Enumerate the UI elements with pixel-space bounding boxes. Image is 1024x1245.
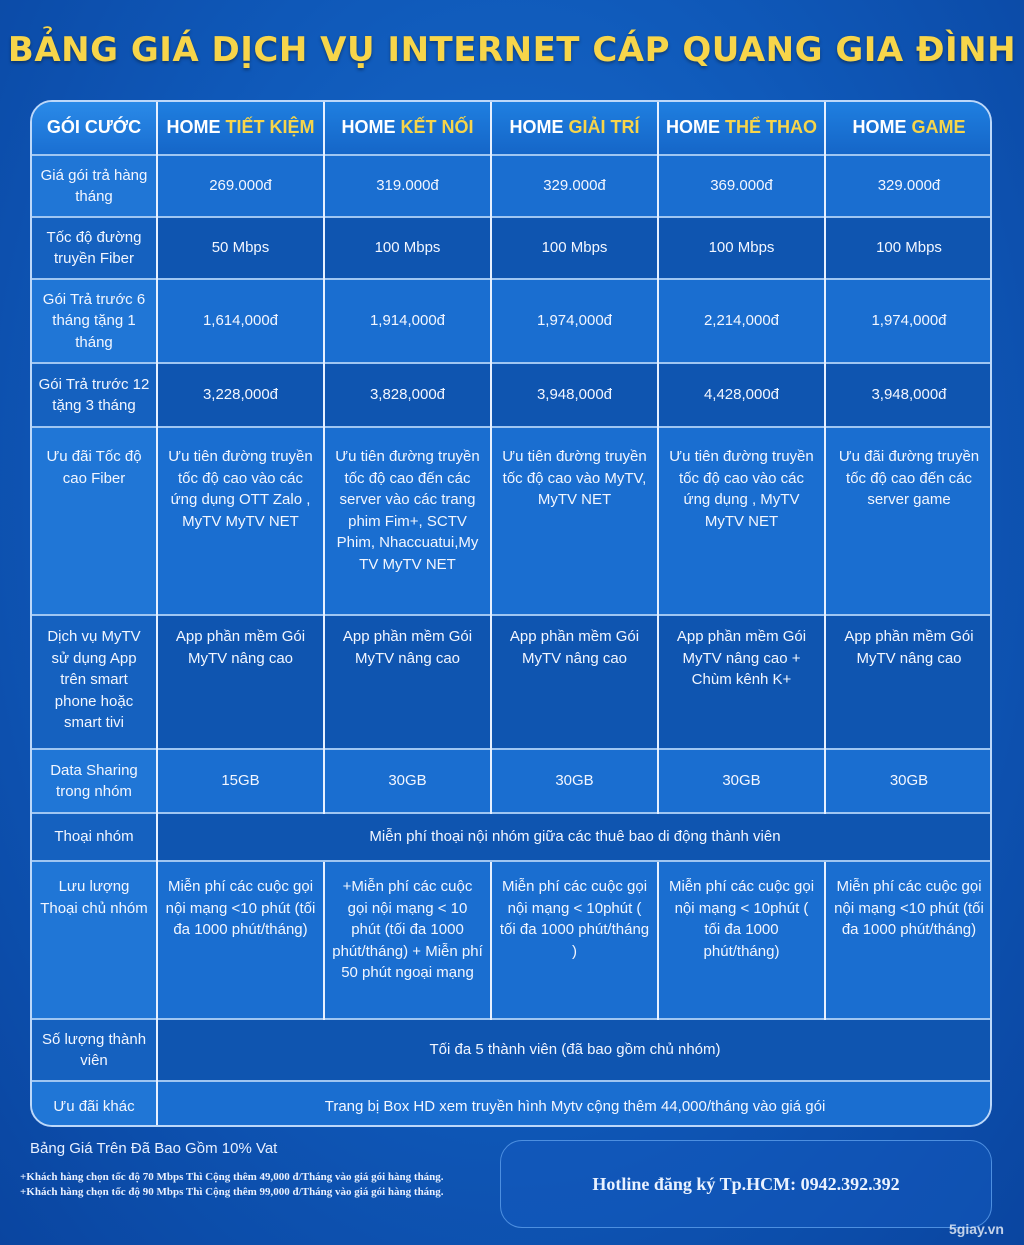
cell: 3,948,000đ (825, 363, 992, 427)
cell: Miễn phí các cuộc gọi nội mạng < 10phút ( tối đa 1000 phút/tháng ) (491, 861, 658, 1019)
plan-name: THỂ THAO (725, 117, 817, 138)
page-title: BẢNG GIÁ DỊCH VỤ INTERNET CÁP QUANG GIA ĐÌNH (7, 30, 1017, 70)
cell: 1,914,000đ (324, 279, 491, 363)
plan-prefix: HOME (341, 117, 401, 138)
row-mytv (32, 615, 992, 749)
cell: App phần mềm Gói MyTV nâng cao (324, 615, 491, 749)
plan-name: GIẢI TRÍ (568, 117, 640, 138)
cell: 1,614,000đ (157, 279, 324, 363)
cell: Ưu tiên đường truyền tốc độ cao đến các server vào các trang phim Fim+, SCTV Phim, Nhaccuatui,My TV MyTV NET (324, 427, 491, 615)
row-label: Tốc độ đường truyền Fiber (32, 217, 157, 279)
span-cell: Trang bị Box HD xem truyền hình Mytv cộng thêm 44,000/tháng vào giá gói (157, 1081, 992, 1127)
cell: App phần mềm Gói MyTV nâng cao (491, 615, 658, 749)
cell: 30GB (825, 749, 992, 813)
cell: 1,974,000đ (825, 279, 992, 363)
cell: 30GB (491, 749, 658, 813)
span-cell: Tối đa 5 thành viên (đã bao gồm chủ nhóm) (157, 1019, 992, 1081)
cell: 269.000đ (157, 155, 324, 217)
cell: 100 Mbps (825, 217, 992, 279)
cell: 319.000đ (324, 155, 491, 217)
cell: 1,974,000đ (491, 279, 658, 363)
cell: Ưu đãi đường truyền tốc độ cao đến các server game (825, 427, 992, 615)
cell: 100 Mbps (658, 217, 825, 279)
cell: 2,214,000đ (658, 279, 825, 363)
cell: Ưu tiên đường truyền tốc độ cao vào các ứng dụng OTT Zalo , MyTV MyTV NET (157, 427, 324, 615)
cell: 50 Mbps (157, 217, 324, 279)
cell: 329.000đ (825, 155, 992, 217)
row-prepaid-12 (32, 363, 992, 427)
header-plan-game (825, 102, 992, 155)
header-plan-giai-tri (491, 102, 658, 155)
header-plan-the-thao (658, 102, 825, 155)
hotline-box[interactable] (500, 1140, 992, 1228)
cell: App phần mềm Gói MyTV nâng cao (825, 615, 992, 749)
plan-prefix: HOME (166, 117, 226, 138)
cell: Miễn phí các cuộc gọi nội mạng <10 phút (tối đa 1000 phút/tháng) (825, 861, 992, 1019)
footnote: +Khách hàng chọn tốc độ 70 Mbps Thì Cộng thêm 49,000 đ/Tháng vào giá gói hàng tháng. (20, 1171, 444, 1183)
row-label: Ưu đãi khác (32, 1081, 157, 1127)
cell: 30GB (324, 749, 491, 813)
row-label: Data Sharing trong nhóm (32, 749, 157, 813)
plan-prefix: HOME (665, 117, 725, 138)
cell: App phần mềm Gói MyTV nâng cao + Chùm kênh K+ (658, 615, 825, 749)
cell: Ưu tiên đường truyền tốc độ cao vào các ứng dụng , MyTV MyTV NET (658, 427, 825, 615)
cell: 3,948,000đ (491, 363, 658, 427)
cell: 15GB (157, 749, 324, 813)
header-label: GÓI CƯỚC (32, 102, 157, 155)
plan-prefix: HOME (509, 117, 569, 138)
row-label: Số lượng thành viên (32, 1019, 157, 1081)
footnotes (20, 1170, 490, 1200)
watermark-logo: 5giay.vn (949, 1221, 1004, 1237)
cell: 100 Mbps (324, 217, 491, 279)
row-data-sharing (32, 749, 992, 813)
cell: 3,828,000đ (324, 363, 491, 427)
row-label: Gói Trả trước 6 tháng tặng 1 tháng (32, 279, 157, 363)
vat-note: Bảng Giá Trên Đã Bao Gồm 10% Vat (30, 1140, 278, 1157)
plan-name: GAME (911, 117, 966, 138)
row-speed-priority (32, 427, 992, 615)
row-speed (32, 217, 992, 279)
cell: Miễn phí các cuộc gọi nội mạng < 10phút ( tối đa 1000 phút/tháng) (658, 861, 825, 1019)
cell: 4,428,000đ (658, 363, 825, 427)
cell: 369.000đ (658, 155, 825, 217)
row-owner-call (32, 861, 992, 1019)
span-cell: Miễn phí thoại nội nhóm giữa các thuê bao di động thành viên (157, 813, 992, 861)
row-other (32, 1081, 992, 1127)
cell: 329.000đ (491, 155, 658, 217)
row-prepaid-6 (32, 279, 992, 363)
header-plan-ket-noi (324, 102, 491, 155)
row-label: Lưu lượng Thoại chủ nhóm (32, 861, 157, 1019)
cell: App phần mềm Gói MyTV nâng cao (157, 615, 324, 749)
row-label: Dịch vụ MyTV sử dụng App trên smart phone hoặc smart tivi (32, 615, 157, 749)
header-plan-tiet-kiem (157, 102, 324, 155)
footnote: +Khách hàng chọn tốc độ 90 Mbps Thì Cộng thêm 99,000 đ/Tháng vào giá gói hàng tháng. (20, 1186, 444, 1198)
row-label: Ưu đãi Tốc độ cao Fiber (32, 427, 157, 615)
cell: 3,228,000đ (157, 363, 324, 427)
price-table (30, 100, 992, 1127)
cell: 30GB (658, 749, 825, 813)
header-row (32, 102, 992, 155)
row-label: Thoại nhóm (32, 813, 157, 861)
row-monthly-price (32, 155, 992, 217)
row-label: Giá gói trả hàng tháng (32, 155, 157, 217)
row-members (32, 1019, 992, 1081)
hotline-text: Hotline đăng ký Tp.HCM: 0942.392.392 (592, 1173, 900, 1194)
cell: 100 Mbps (491, 217, 658, 279)
cell: Ưu tiên đường truyền tốc độ cao vào MyTV, MyTV NET (491, 427, 658, 615)
cell: +Miễn phí các cuộc gọi nội mạng < 10 phút (tối đa 1000 phút/tháng) + Miễn phí 50 phút ngoại mạng (324, 861, 491, 1019)
row-group-call (32, 813, 992, 861)
plan-name: KẾT NỐI (400, 117, 474, 138)
cell: Miễn phí các cuộc gọi nội mạng <10 phút (tối đa 1000 phút/tháng) (157, 861, 324, 1019)
plan-name: TIẾT KIỆM (225, 117, 315, 138)
row-label: Gói Trả trước 12 tặng 3 tháng (32, 363, 157, 427)
plan-prefix: HOME (852, 117, 912, 138)
